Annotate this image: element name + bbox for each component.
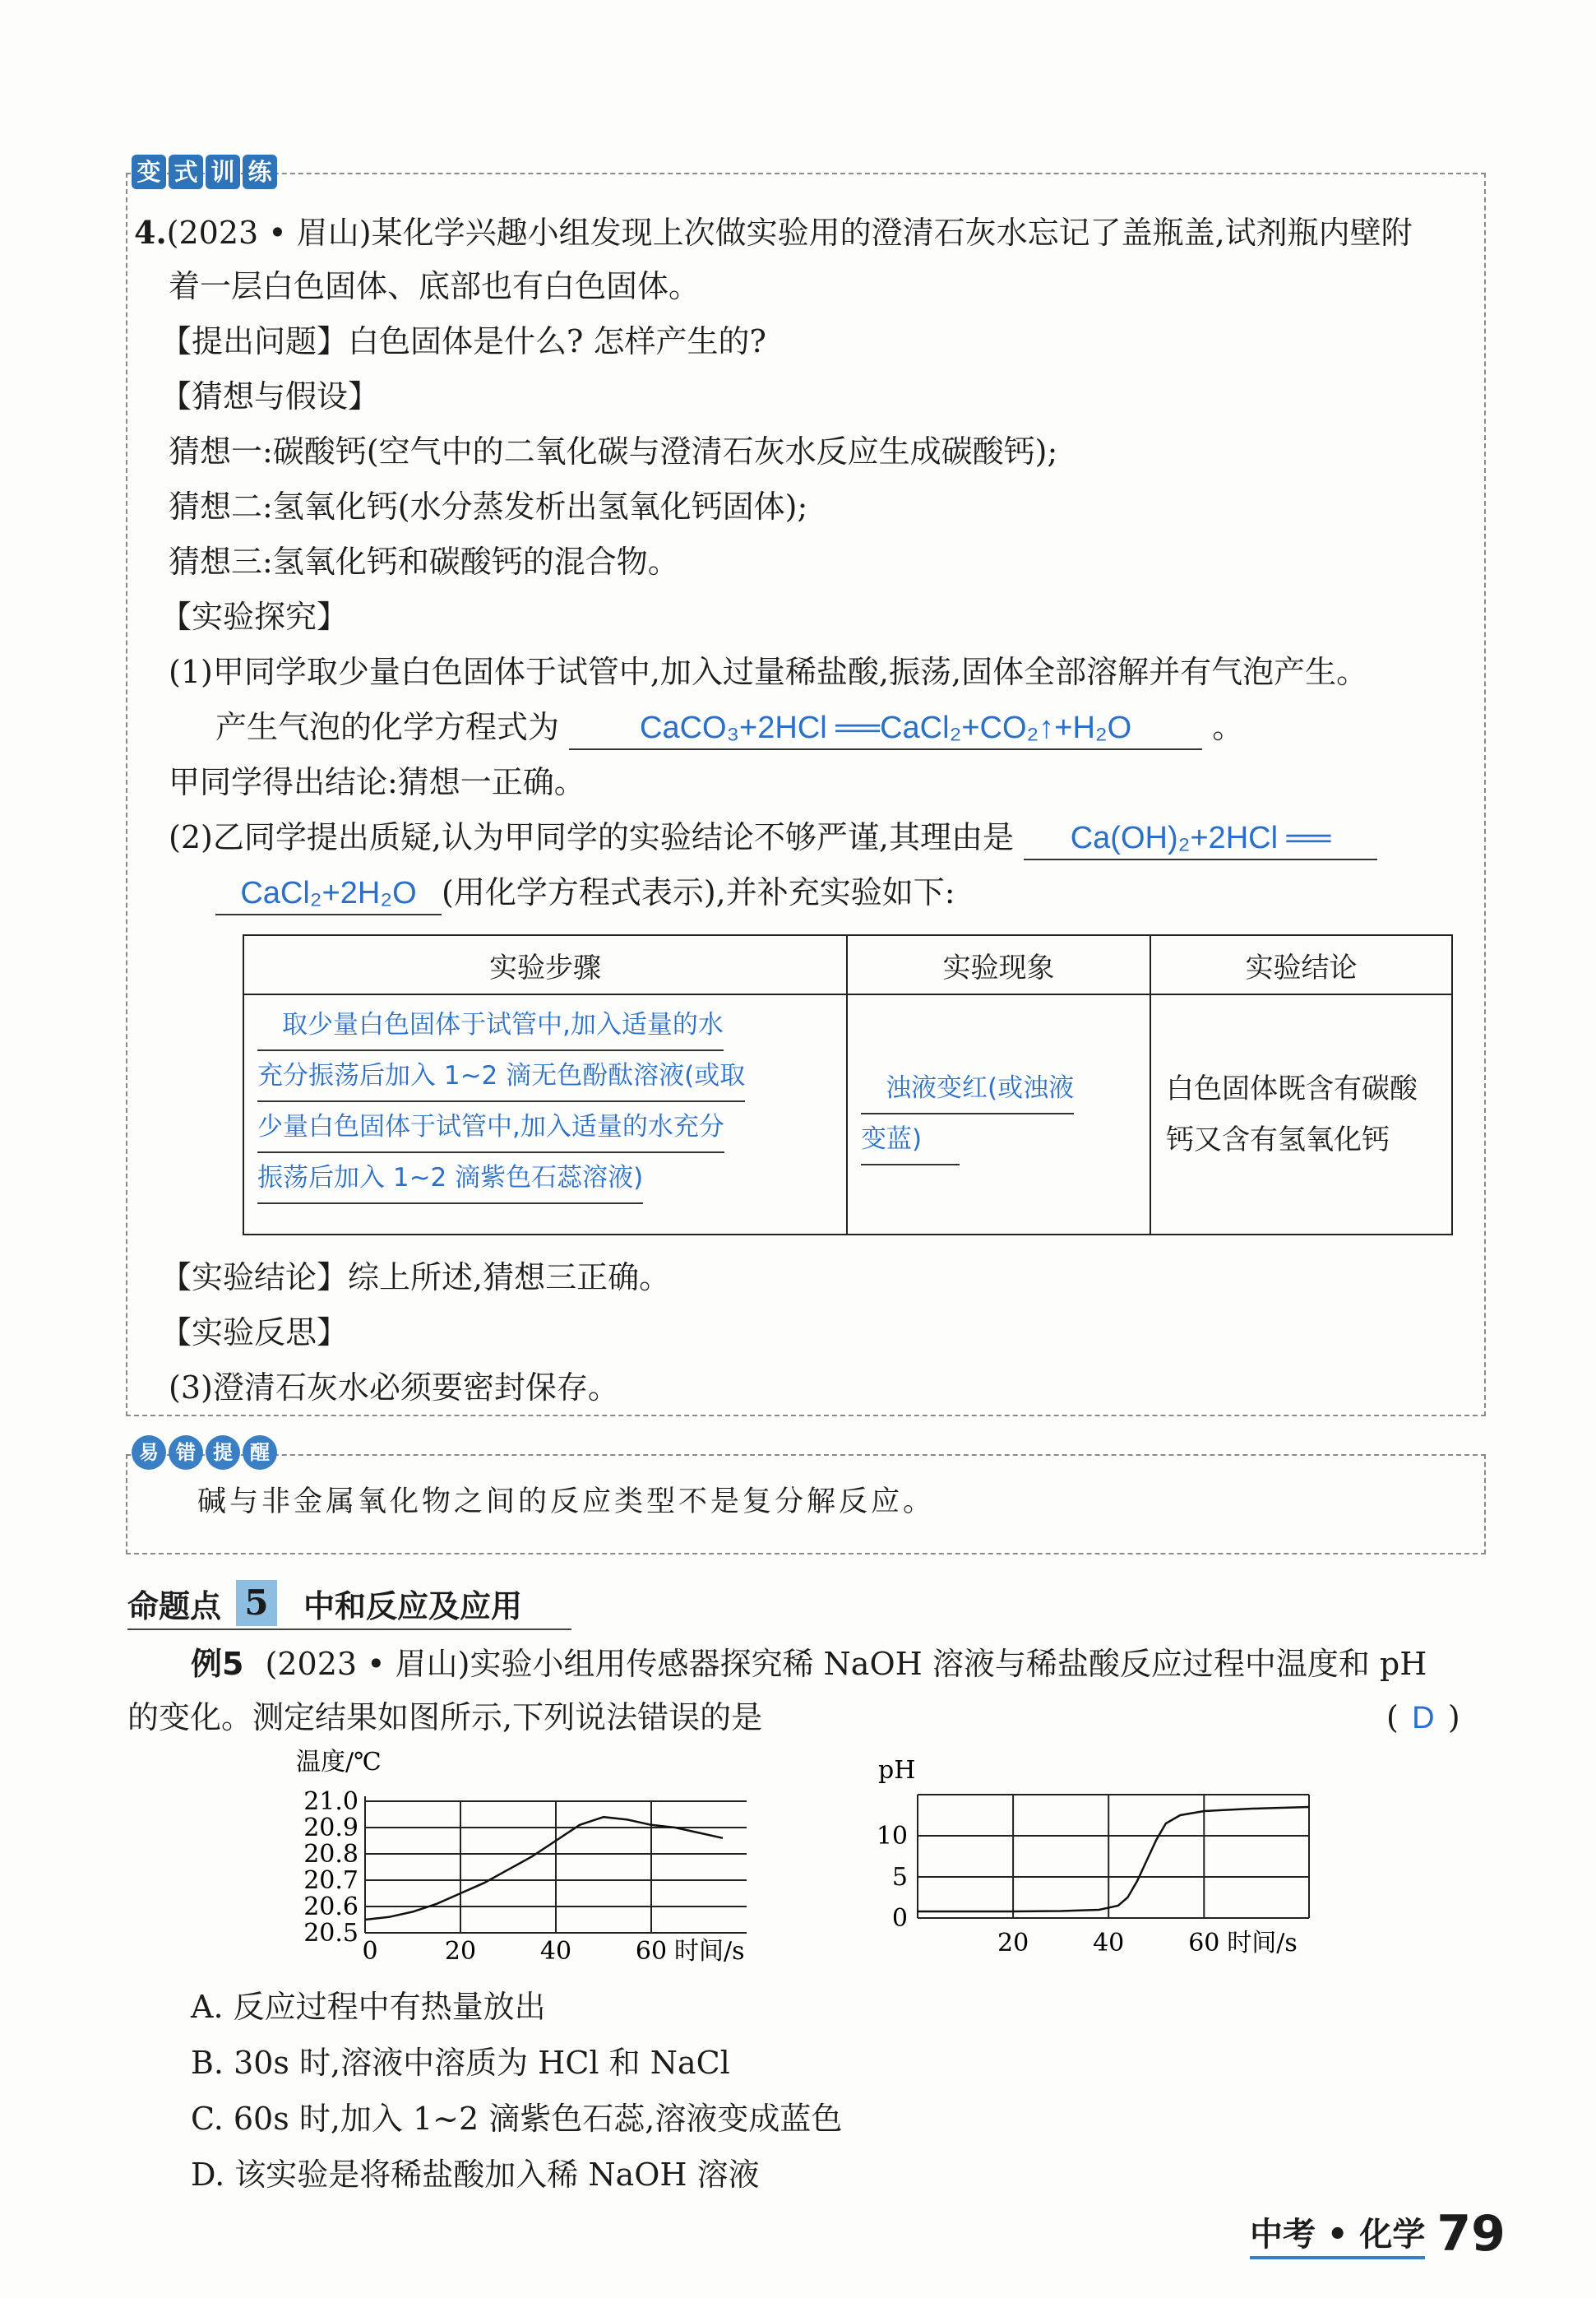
- table-cell-conclusion: [1150, 994, 1452, 1235]
- part-1-text: (1)甲同学取少量白色固体于试管中,加入过量稀盐酸,振荡,固体全部溶解并有气泡产生。: [169, 654, 1368, 690]
- period: 。: [1212, 709, 1244, 745]
- option-a: A. 反应过程中有热量放出: [191, 1989, 546, 2025]
- part-1-equation-line: [215, 707, 1243, 750]
- ph-series-line: [918, 1807, 1309, 1911]
- y-axis-label: 温度/℃: [296, 1748, 382, 1777]
- part-3-text: (3)澄清石灰水必须要密封保存。: [169, 1369, 619, 1406]
- table-cell-phenomenon: [847, 994, 1150, 1235]
- question-4-line2: 着一层白色固体、底部也有白色固体。: [169, 268, 701, 304]
- table-header-phenomenon: 实验现象: [847, 935, 1150, 994]
- explore-heading: 【实验探究】: [160, 599, 349, 635]
- option-c: C. 60s 时,加入 1~2 滴紫色石蕊,溶液变成蓝色: [191, 2101, 843, 2137]
- tag-char: 错: [169, 1435, 203, 1470]
- y-tick-label: 20.5: [303, 1919, 359, 1948]
- y-axis-label: pH: [878, 1756, 916, 1785]
- ask-heading: 【提出问题】白色固体是什么? 怎样产生的?: [160, 323, 766, 359]
- part-2-line2: [215, 872, 955, 915]
- y-tick-label: 20.8: [303, 1840, 359, 1869]
- answer-equation: CaCO₃+2HCl ══CaCl₂+CO₂↑+H₂O: [569, 707, 1202, 750]
- part-2-line1: [169, 817, 1377, 860]
- part-1-conclusion: 甲同学得出结论:猜想一正确。: [169, 764, 585, 800]
- y-tick-label: 5: [891, 1863, 908, 1892]
- conclusion-line: 白色固体既含有碳酸: [1166, 1073, 1418, 1105]
- experiment-table: [243, 934, 1453, 1235]
- x-axis-label: 时间/s: [674, 1937, 745, 1966]
- question-number: 4.: [134, 214, 167, 251]
- practice-tag: [132, 155, 277, 189]
- guess-1: 猜想一:碳酸钙(空气中的二氧化碳与澄清石灰水反应生成碳酸钙);: [169, 433, 1058, 470]
- tag-char: 式: [169, 155, 203, 189]
- table-header-step: 实验步骤: [243, 935, 847, 994]
- page-footer: [1250, 2205, 1506, 2263]
- tip-tag: [132, 1435, 277, 1470]
- example-label: 例5: [191, 1646, 244, 1682]
- temperature-series-line: [365, 1817, 723, 1920]
- guess-2: 猜想二:氢氧化钙(水分蒸发析出氢氧化钙固体);: [169, 489, 808, 525]
- part-2-suffix: (用化学方程式表示),并补充实验如下:: [442, 874, 955, 910]
- section-heading: [127, 1578, 571, 1630]
- table-header-conclusion: 实验结论: [1150, 935, 1452, 994]
- option-d: D. 该实验是将稀盐酸加入稀 NaOH 溶液: [191, 2157, 760, 2193]
- guess-heading: 【猜想与假设】: [160, 378, 380, 415]
- temperature-chart: [288, 1744, 781, 1982]
- x-tick-label: 60: [635, 1937, 668, 1966]
- x-tick-label: 60: [1188, 1929, 1220, 1957]
- phenomenon-line: 浊液变红(或浊液: [861, 1063, 1074, 1114]
- table-header-row: [243, 935, 1452, 994]
- example-text: (2023 • 眉山)实验小组用传感器探究稀 NaOH 溶液与稀盐酸反应过程中温度和 pH: [265, 1646, 1427, 1682]
- question-text: (2023 • 眉山)某化学兴趣小组发现上次做实验用的澄清石灰水忘记了盖瓶盖,试剂瓶内壁附: [166, 215, 1413, 251]
- y-tick-label: 0: [891, 1904, 908, 1933]
- guess-3: 猜想三:氢氧化钙和碳酸钙的混合物。: [169, 544, 679, 580]
- y-tick-label: 21.0: [303, 1787, 359, 1816]
- example-answer: D: [1412, 1701, 1435, 1735]
- ph-chart: [863, 1744, 1332, 1982]
- x-tick-label: 40: [1093, 1929, 1125, 1957]
- step-line: 振荡后加入 1~2 滴紫色石蕊溶液): [257, 1153, 643, 1204]
- question-4-line1: [134, 212, 1413, 253]
- page-number: 79: [1436, 2205, 1506, 2263]
- y-tick-label: 20.9: [303, 1814, 359, 1842]
- bracket-open: (: [1386, 1699, 1399, 1735]
- bracket-close: ): [1447, 1699, 1460, 1735]
- step-line: 少量白色固体于试管中,加入适量的水充分: [257, 1102, 724, 1153]
- y-tick-label: 20.6: [303, 1893, 359, 1921]
- step-line: 取少量白色固体于试管中,加入适量的水: [257, 1000, 724, 1051]
- example-answer-bracket: [1386, 1697, 1460, 1739]
- footer-label: 中考 • 化学: [1250, 2213, 1425, 2259]
- tag-char: 提: [206, 1435, 240, 1470]
- option-b: B. 30s 时,溶液中溶质为 HCl 和 NaCl: [191, 2045, 730, 2081]
- section-label: 命题点: [127, 1587, 222, 1624]
- x-tick-label: 40: [539, 1937, 572, 1966]
- tag-char: 醒: [243, 1435, 277, 1470]
- tip-text: 碱与非金属氧化物之间的反应类型不是复分解反应。: [197, 1485, 936, 1518]
- part-2-text: (2)乙同学提出质疑,认为甲同学的实验结论不够严谨,其理由是: [169, 819, 1014, 855]
- y-tick-label: 10: [876, 1822, 908, 1851]
- conclusion-line: 钙又含有氢氧化钙: [1166, 1124, 1390, 1156]
- x-axis-label: 时间/s: [1227, 1929, 1298, 1957]
- x-tick-label: 20: [444, 1937, 477, 1966]
- tag-char: 变: [132, 155, 166, 189]
- reflect-heading: 【实验反思】: [160, 1314, 349, 1351]
- tag-char: 练: [243, 155, 277, 189]
- answer-equation-part1: Ca(OH)₂+2HCl ══: [1024, 818, 1377, 860]
- phenomenon-line: 变蓝): [861, 1114, 960, 1165]
- step-line: 充分振荡后加入 1~2 滴无色酚酞溶液(或取: [257, 1051, 745, 1102]
- tag-char: 训: [206, 155, 240, 189]
- table-row: [243, 994, 1452, 1235]
- answer-equation-part2: CaCl₂+2H₂O: [215, 873, 442, 915]
- x-tick-label: 0: [362, 1937, 378, 1966]
- example-line1: [191, 1643, 1427, 1684]
- tag-char: 易: [132, 1435, 166, 1470]
- example-line2: 的变化。测定结果如图所示,下列说法错误的是: [127, 1699, 763, 1735]
- section-title: 中和反应及应用: [303, 1587, 523, 1624]
- experiment-conclusion: 【实验结论】综上所述,猜想三正确。: [160, 1259, 671, 1295]
- section-number: 5: [236, 1580, 277, 1626]
- equation-prompt: 产生气泡的化学方程式为: [215, 709, 560, 745]
- table-cell-step: [243, 994, 847, 1235]
- x-tick-label: 20: [997, 1929, 1029, 1957]
- y-tick-label: 20.7: [303, 1866, 359, 1895]
